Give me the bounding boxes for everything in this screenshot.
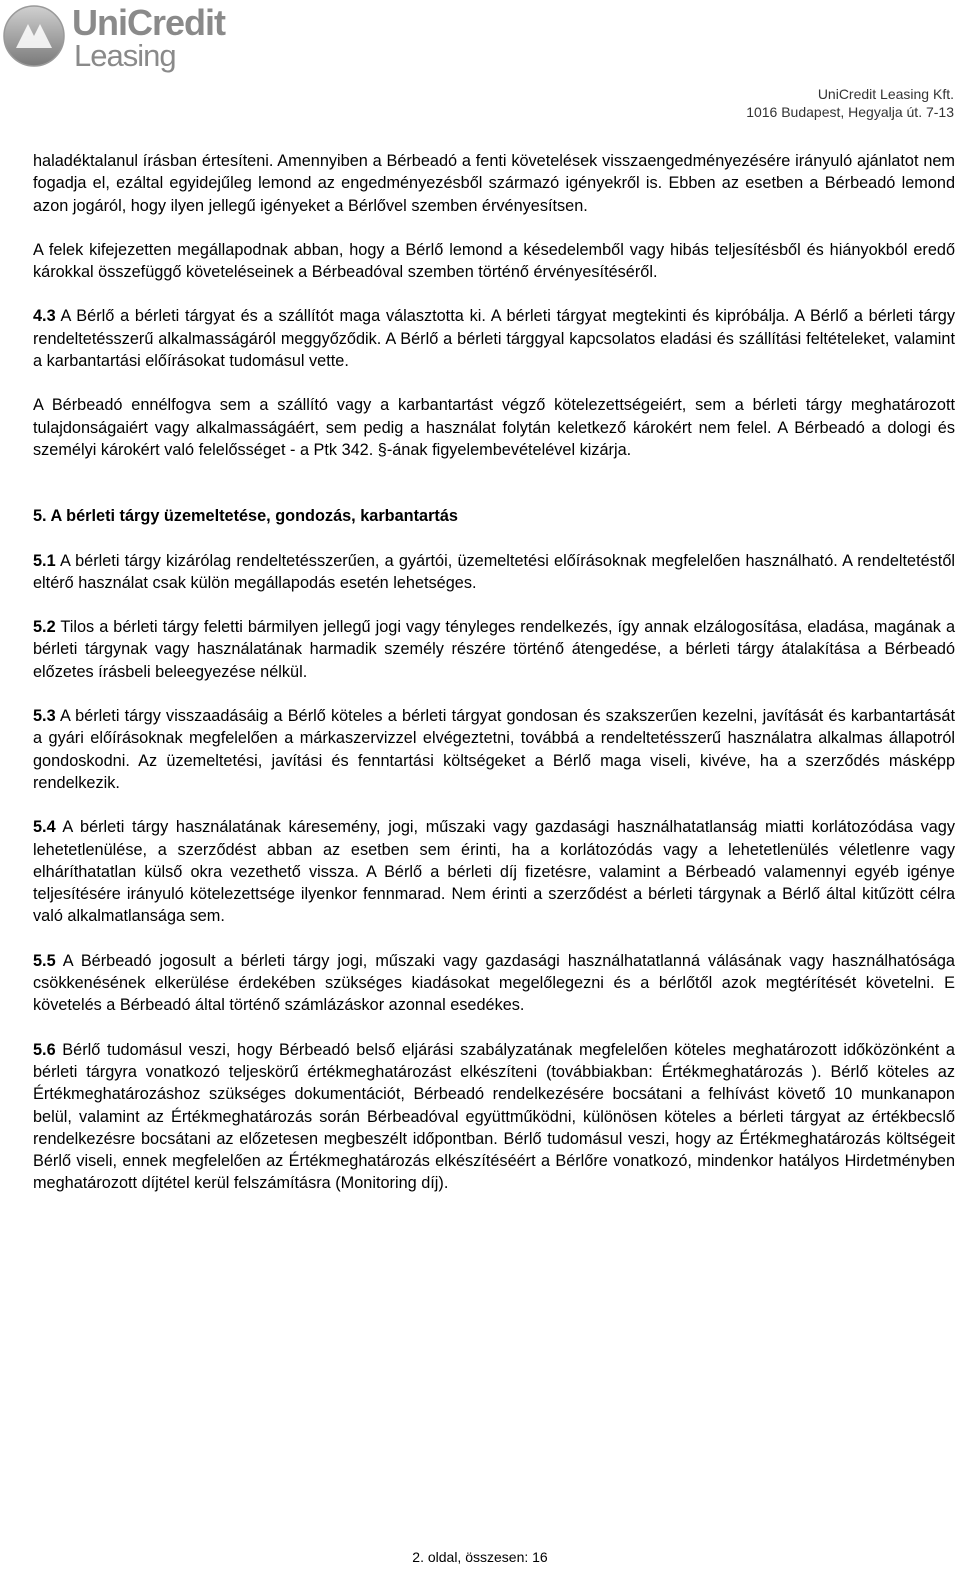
company-name: UniCredit Leasing Kft.	[817, 86, 954, 102]
paragraph-5-1	[33, 550, 955, 595]
section-number: 5.2	[33, 618, 56, 637]
paragraph-p1: haladéktalanul írásban értesíteni. Amennyiben a Bérbeadó a fenti követelések visszaengedményezésére irányuló ajánlatot nem fogadja el, ezáltal egyidejűleg lemond az engedményezésből származó igényekről is. Ebben az esetben a Bérbeadó lemond azon jogáról, hogy ilyen jellegű igényeket a Bérlővel szemben érvényesítsen.	[33, 152, 955, 215]
section-number: 5.1	[33, 551, 56, 570]
paragraph-4-3	[33, 305, 955, 372]
section-number: 4.3	[33, 307, 56, 326]
paragraph-p2: A felek kifejezetten megállapodnak abban, hogy a Bérlő lemond a késedelemből vagy hibás teljesítésből és hiányokból eredő károkkal összefüggő követeléseinek a Bérbeadóval szemben történő érvényesítéséről.	[33, 240, 955, 282]
section-number: 5.5	[33, 951, 56, 970]
paragraph-5-5	[33, 950, 955, 1017]
paragraph-text: A Bérlő a bérleti tárgyat és a szállítót maga választotta ki. A bérleti tárgyat megtekinti és kipróbálja. A Bérlő a bérleti tárgy rendeltetésszerű alkalmasságáról meggyőződik. A Bérlő a bérleti tárggyal kapcsolatos eladási és szállítási feltételeket, valamint a karbantartási előírásokat tudomásul vette.	[33, 307, 955, 371]
section-5-title: 5. A bérleti tárgy üzemeltetése, gondozás, karbantartás	[33, 507, 458, 526]
paragraph-text: A bérleti tárgy visszaadásáig a Bérlő köteles a bérleti tárgyat gondosan és szakszerűen kezelni, javítását és karbantartását a gyári előírásoknak megfelelően a márkaszervizzel elvégeztetni, továbbá a rendeltetésszerű használatra alkalmas állapotról gondoskodni. Az üzemeltetési, javítási és fenntartási költségeket a Bérlő maga viseli, kivéve, ha a szerződés másképp rendelkezik.	[33, 707, 955, 792]
paragraph-p4: A Bérbeadó ennélfogva sem a szállító vagy a karbantartást végző kötelezettségeiért, sem a bérleti tárgy meghatározott tulajdonságaiért vagy alkalmasságáért, sem pedig a használat folytán keletkező károkért nem felel. A Bérbeadó a dologi és személyi károkért való felelősséget - a Ptk 342. §-ának figyelembevételével kizárja.	[33, 396, 955, 459]
paragraph-text: A bérleti tárgy használatának káresemény, jogi, műszaki vagy gazdasági használhatatlanság miatti korlátozódása vagy lehetetlenülése, a szerződést abban az esetben sem érinti, ha a korlátozódás vagy a lehetetlenülés véletlenre vagy elháríthatatlan külső okra vezethető vissza. A Bérlő a bérleti díj fizetésre, valamint a Bérbeadó valamennyi egyéb igénye teljesítésére irányuló kötelezettsége ilyenkor fennmarad. Nem érinti a szerződést a bérleti tárgynak a Bérlő által kitűzött célra való alkalmatlansága sem.	[33, 818, 955, 926]
document-body	[33, 150, 955, 1195]
logo-line1: UniCredit	[72, 2, 225, 43]
page-footer	[0, 1549, 960, 1565]
paragraph-text: A Bérbeadó jogosult a bérleti tárgy jogi, műszaki vagy gazdasági használhatatlanná válásának vagy használhatósága csökkenésének elkerülése érdekében szükséges kiadásokat megelőlegezni és a bérlőtől azok megtérítését követelni. E követelés a Bérbeadó által történő számlázáskor azonnal esedékes.	[33, 951, 955, 1015]
paragraph-5-4	[33, 816, 955, 927]
section-number: 5.6	[33, 1040, 56, 1059]
logo-line2: Leasing	[74, 38, 176, 73]
section-number: 5.3	[33, 707, 56, 726]
paragraph-text: Bérlő tudomásul veszi, hogy Bérbeadó belső eljárási szabályzatának megfelelően köteles meghatározott időközönként a bérleti tárgyra vonatkozó teljeskörű értékmeghatározást elkészíteni (továbbiakban: Értékmeghatározás ). Bérlő köteles az Értékmeghatározáshoz szükséges dokumentációt, Bérbeadó rendelkezésére bocsátani a felhívást követő 10 munkanapon belül, valamint az Értékmeghatározás során Bérbeadóval együttműködni, különösen köteles a bérleti tárgyat az értékbecslő rendelkezésre bocsátani az előzetesen megbeszélt időpontban. Bérlő tudomásul veszi, hogy az Értékmeghatározás költségeit Bérlő viseli, ennek megfelelően az Értékmeghatározás elkészítéséért a Bérlőre vonatkozó, mindenkor hatályos Hirdetményben meghatározott díjtétel kerül felszámításra (Monitoring díj).	[33, 1040, 955, 1193]
paragraph-text: A bérleti tárgy kizárólag rendeltetésszerűen, a gyártói, üzemeltetési előírásoknak megfelelően használható. A rendeltetéstől eltérő használat csak külön megállapodás esetén lehetséges.	[33, 551, 955, 592]
unicredit-logo	[2, 4, 232, 74]
company-address: 1016 Budapest, Hegyalja út. 7-13	[746, 104, 954, 120]
paragraph-5-2	[33, 616, 955, 683]
section-number: 5.4	[33, 818, 56, 837]
paragraph-text: Tilos a bérleti tárgy feletti bármilyen jellegű jogi vagy tényleges rendelkezés, így annak elzálogosítása, eladása, magának a bérleti tárgynak vagy használatának harmadik személy részére történő átengedése, a bérleti tárgy átalakítása a Bérbeadó előzetes írásbeli beleegyezése nélkül.	[33, 618, 955, 681]
paragraph-5-6	[33, 1039, 955, 1195]
company-info	[746, 85, 954, 121]
page-number: 2. oldal, összesen: 16	[412, 1549, 548, 1565]
unicredit-logo-icon	[2, 4, 66, 68]
paragraph-5-3	[33, 705, 955, 794]
